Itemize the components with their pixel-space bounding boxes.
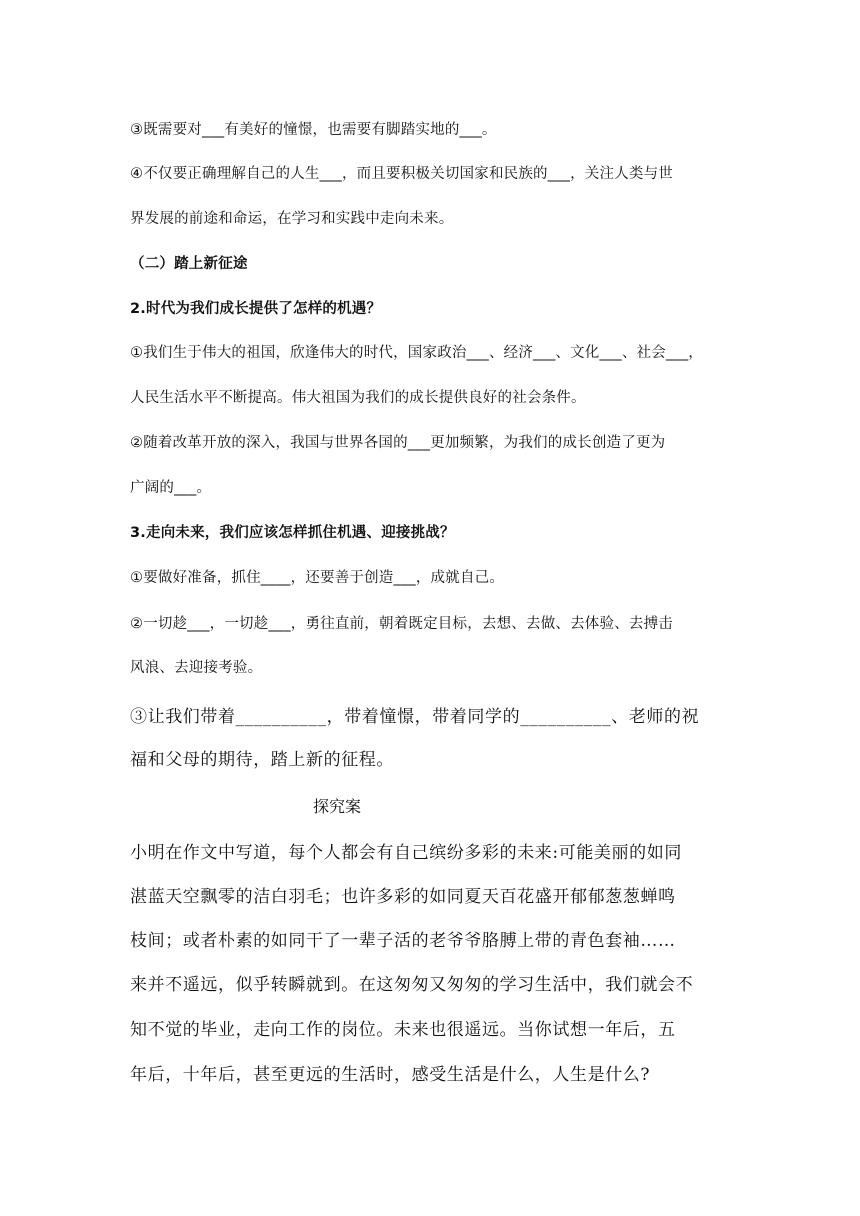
text-line: ①我们生于伟大的祖国，欣逢伟大的时代，国家政治___、经济___、文化___、社会___， xyxy=(130,345,703,361)
text-line: 界发展的前途和命运，在学习和实践中走向未来。 xyxy=(130,211,454,227)
text-line: ③既需要对___有美好的憧憬，也需要有脚踏实地的___。 xyxy=(130,122,497,138)
text-line: ②随着改革开放的深入，我国与世界各国的___更加频繁，为我们的成长创造了更为 xyxy=(130,435,666,451)
paragraph-line: 小明在作文中写道，每个人都会有自己缤纷多彩的未来:可能美丽的如同 xyxy=(130,843,682,863)
text-line: ③让我们带着__________，带着憧憬，带着同学的__________、老师的祝 xyxy=(130,707,700,727)
paragraph-line: 枝间；或者朴素的如同干了一辈子活的老爷爷胳膊上带的青色套袖…… xyxy=(130,931,676,951)
paragraph-line: 湛蓝天空飘零的洁白羽毛；也许多彩的如同夏天百花盛开郁郁葱葱蝉鸣 xyxy=(130,887,676,907)
paragraph-line: 知不觉的毕业，走向工作的岗位。未来也很遥远。当你试想一年后，五 xyxy=(130,1020,676,1040)
paragraph-line: 年后，十年后，甚至更远的生活时，感受生活是什么，人生是什么? xyxy=(130,1065,651,1085)
text-line: 福和父母的期待，踏上新的征程。 xyxy=(130,750,394,770)
inquiry-title: 探究案 xyxy=(313,797,362,816)
text-line: ②一切趁___，一切趁___，勇往直前，朝着既定目标，去想、去做、去体验、去搏击 xyxy=(130,616,673,632)
text-line: ④不仅要正确理解自己的人生___，而且要积极关切国家和民族的___，关注人类与世 xyxy=(130,166,673,182)
text-line: 广阔的___。 xyxy=(130,480,212,496)
text-line: ①要做好准备，抓住____，还要善于创造___，成就自己。 xyxy=(130,570,505,586)
text-line: 风浪、去迎接考验。 xyxy=(130,660,263,676)
section-heading: （二）踏上新征途 xyxy=(130,256,248,272)
question-heading: 3.走向未来，我们应该怎样抓住机遇、迎接挑战？ xyxy=(130,525,455,541)
question-heading: 2.时代为我们成长提供了怎样的机遇？ xyxy=(130,301,382,317)
text-line: 人民生活水平不断提高。伟大祖国为我们的成长提供良好的社会条件。 xyxy=(130,390,586,406)
paragraph-line: 来并不遥远，似乎转瞬就到。在这匆匆又匆匆的学习生活中，我们就会不 xyxy=(130,975,694,995)
